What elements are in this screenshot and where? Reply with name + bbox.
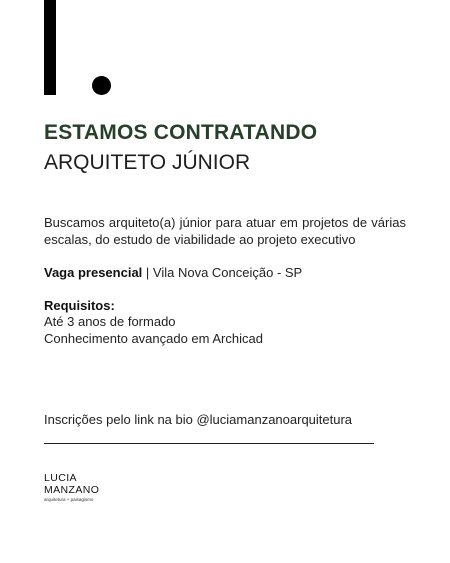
job-location-line [44, 264, 302, 281]
brand-name-line2: MANZANO [44, 484, 100, 496]
brand-tagline: arquitetura + paisagismo [44, 497, 94, 502]
application-cta: Inscrições pelo link na bio @luciamanzanoarquitetura [44, 412, 353, 427]
hiring-headline: ESTAMOS CONTRATANDO [44, 121, 318, 144]
requirement-item: Até 3 anos de formado [44, 314, 176, 329]
logo-mark-dot [92, 76, 111, 95]
brand-name-line1: LUCIA [44, 472, 77, 484]
job-title: ARQUITETO JÚNIOR [44, 151, 251, 174]
job-location: Vila Nova Conceição - SP [152, 265, 303, 280]
requirement-item: Conhecimento avançado em Archicad [44, 331, 263, 346]
job-description: Buscamos arquiteto(a) júnior para atuar em projetos de várias escalas, do estudo de viabilidade ao projeto executivo [44, 215, 406, 247]
job-type-label: Vaga presencial [44, 265, 143, 280]
divider-line [44, 443, 374, 444]
requirements-title: Requisitos: [44, 298, 115, 313]
logo-mark-bar [44, 0, 56, 95]
location-separator: | [142, 265, 153, 280]
